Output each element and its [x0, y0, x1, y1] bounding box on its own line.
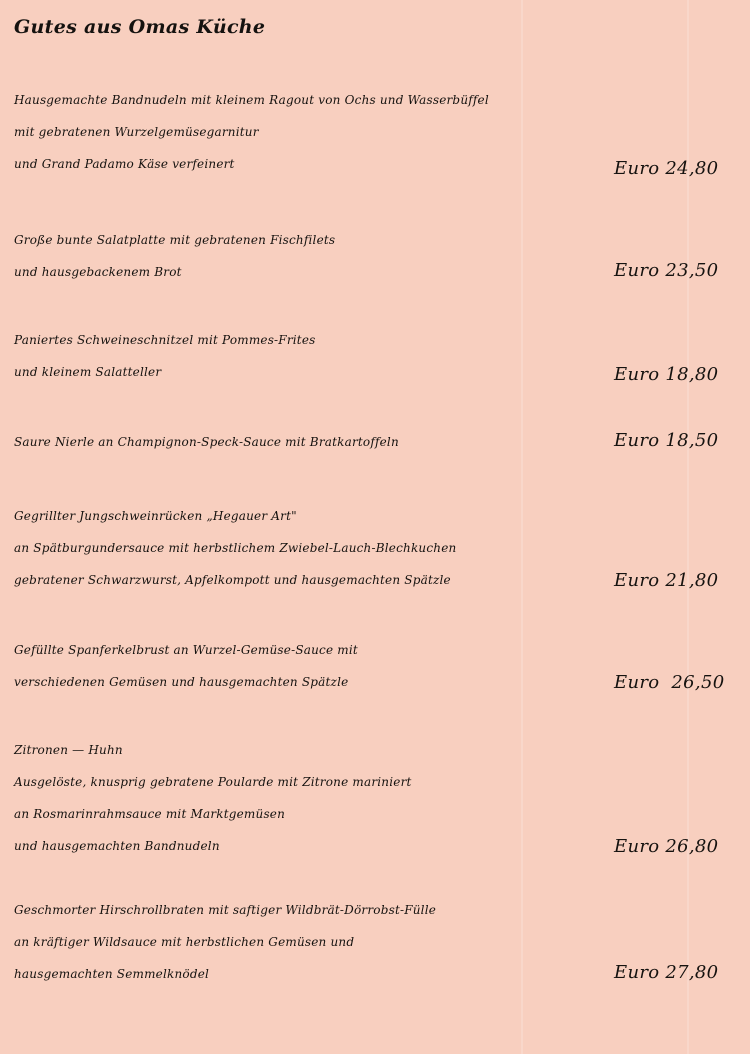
item-price: Euro 23,50 — [614, 260, 719, 281]
item-line: Ausgelöste, knusprig gebratene Poularde mit Zitrone mariniert — [14, 775, 412, 789]
item-price: Euro 18,80 — [614, 364, 719, 385]
item-price: Euro 21,80 — [614, 570, 719, 591]
item-line: Zitronen — Huhn — [14, 743, 123, 757]
item-price: Euro 26,80 — [614, 836, 719, 857]
menu-item-zitronen-huhn — [14, 734, 750, 862]
menu-item-spanferkelbrust — [14, 634, 750, 698]
item-line: Saure Nierle an Champignon-Speck-Sauce mit Bratkartoffeln — [14, 435, 399, 449]
item-line: Hausgemachte Bandnudeln mit kleinem Ragout von Ochs und Wasserbüffel — [14, 93, 489, 107]
item-line: Gegrillter Jungschweinrücken „Hegauer Art" — [14, 509, 297, 523]
item-line: und hausgemachten Bandnudeln — [14, 839, 220, 853]
menu-item-hirschrollbraten — [14, 894, 750, 990]
item-line: mit gebratenen Wurzelgemüsegarnitur — [14, 125, 259, 139]
item-line: an Spätburgundersauce mit herbstlichem Zwiebel-Lauch-Blechkuchen — [14, 541, 457, 555]
item-price: Euro 27,80 — [614, 962, 719, 983]
item-price: Euro 24,80 — [614, 158, 719, 179]
item-line: Große bunte Salatplatte mit gebratenen Fischfilets — [14, 233, 336, 247]
item-line: Gefüllte Spanferkelbrust an Wurzel-Gemüse-Sauce mit — [14, 643, 358, 657]
menu-item-jungschweinruecken — [14, 500, 750, 596]
menu-title: Gutes aus Omas Küche — [14, 16, 266, 38]
item-line: hausgemachten Semmelknödel — [14, 967, 210, 981]
menu-item-ochs-ragout — [14, 84, 750, 180]
item-line: gebratener Schwarzwurst, Apfelkompott und hausgemachten Spätzle — [14, 573, 451, 587]
item-line: verschiedenen Gemüsen und hausgemachten Spätzle — [14, 675, 349, 689]
item-line: und hausgebackenem Brot — [14, 265, 182, 279]
item-line: Geschmorter Hirschrollbraten mit saftiger Wildbrät-Dörrobst-Fülle — [14, 903, 437, 917]
item-price: Euro 26,50 — [614, 672, 725, 693]
item-line: an Rosmarinrahmsauce mit Marktgemüsen — [14, 807, 286, 821]
menu-item-salatplatte — [14, 224, 750, 288]
menu-item-schnitzel — [14, 324, 750, 388]
menu-item-saure-nierle — [14, 426, 750, 458]
item-line: und Grand Padamo Käse verfeinert — [14, 157, 235, 171]
item-line: Paniertes Schweineschnitzel mit Pommes-Frites — [14, 333, 316, 347]
item-line: und kleinem Salatteller — [14, 365, 162, 379]
item-line: an kräftiger Wildsauce mit herbstlichen Gemüsen und — [14, 935, 355, 949]
item-price: Euro 18,50 — [614, 430, 719, 451]
